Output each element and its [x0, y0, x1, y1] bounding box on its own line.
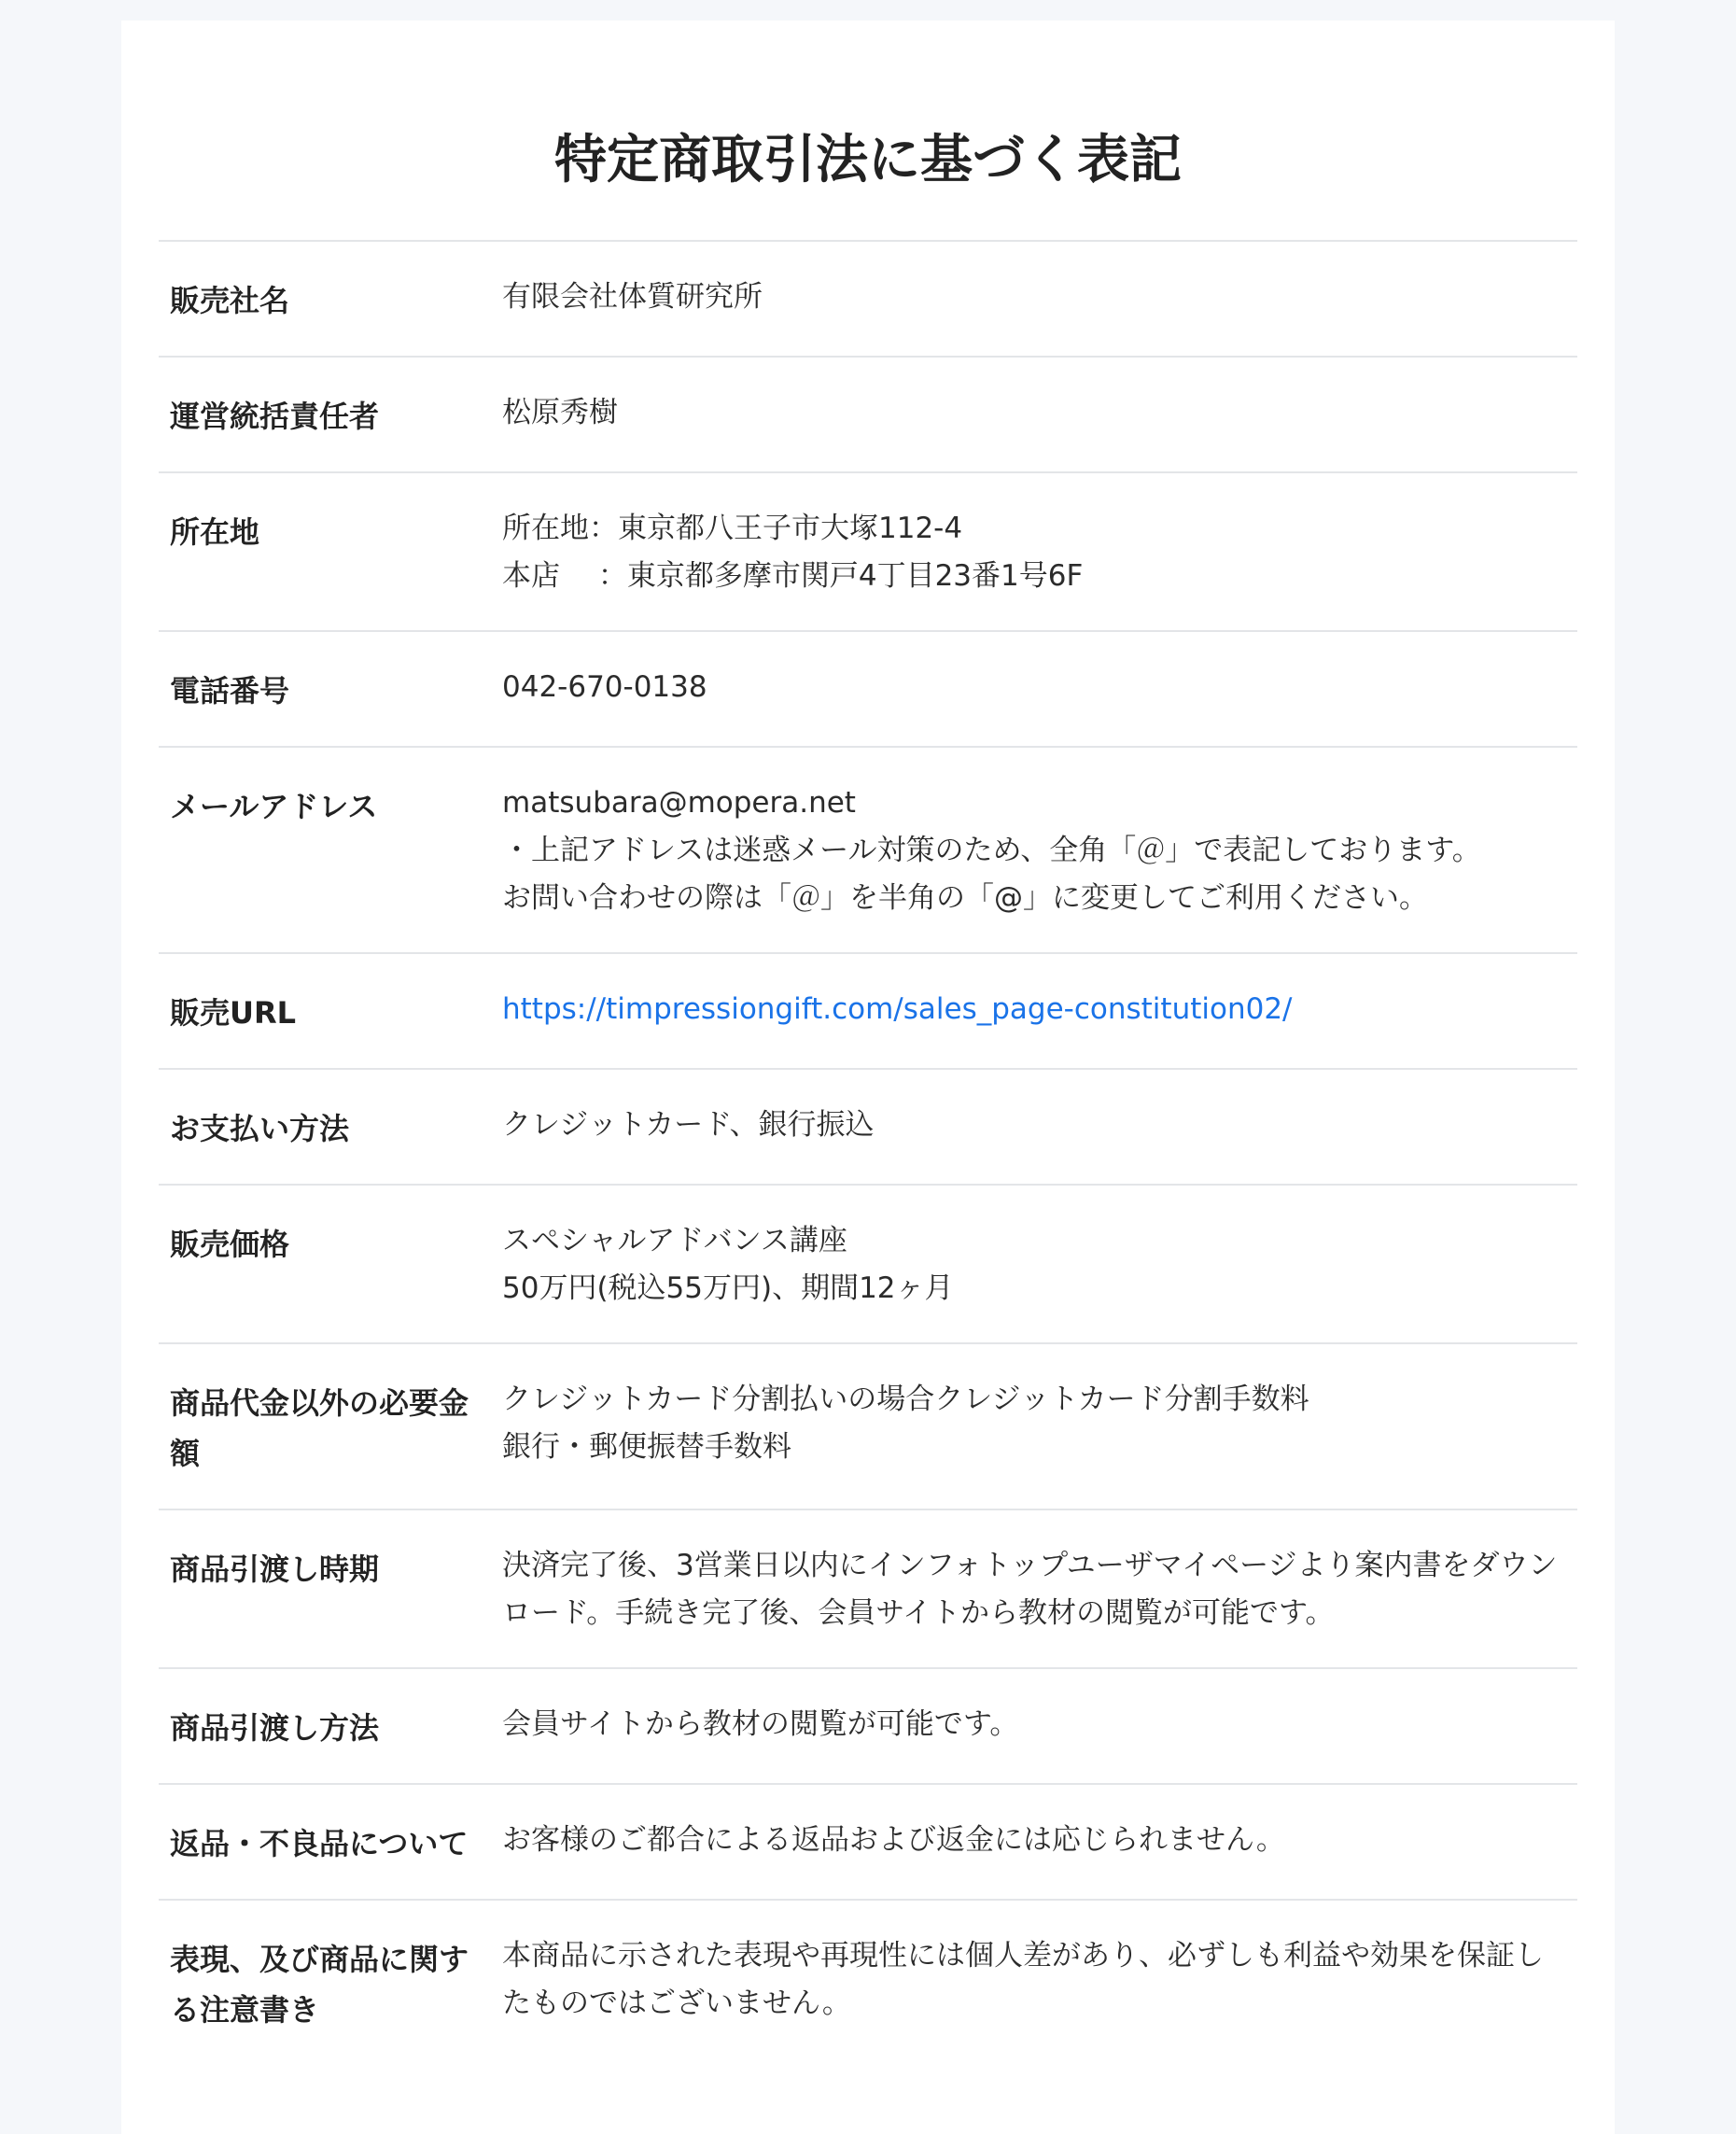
content-card	[121, 21, 1615, 2134]
row-label: お支払い方法	[170, 1111, 350, 1146]
value-line: 本店 ：東京都多摩市関戸4丁目23番1号6F	[502, 559, 1084, 593]
disclosure-table	[159, 240, 1577, 2065]
row-delivery-timing	[159, 1510, 1577, 1669]
row-label: 販売価格	[170, 1227, 290, 1262]
value-line: クレジットカード分割払いの場合クレジットカード分割手数料	[502, 1383, 1309, 1416]
row-value	[502, 779, 1577, 922]
value-line: 松原秀樹	[502, 396, 618, 429]
value-line: お問い合わせの際は「＠」を半角の「@」に変更してご利用ください。	[502, 881, 1428, 915]
value-line: 有限会社体質研究所	[502, 280, 763, 314]
phone-number: 042-670-0138	[502, 670, 707, 704]
row-price	[159, 1186, 1577, 1344]
row-label: 表現、及び商品に関する注意書き	[170, 1942, 469, 2028]
value-line: 所在地：東京都八王子市大塚112-4	[502, 512, 963, 545]
row-manager	[159, 358, 1577, 473]
row-value	[502, 664, 1577, 716]
row-label: 商品引渡し方法	[170, 1710, 380, 1746]
row-value	[502, 1217, 1577, 1313]
row-label: メールアドレス	[170, 789, 378, 824]
row-label: 商品引渡し時期	[170, 1551, 380, 1587]
row-value	[502, 1932, 1577, 2035]
row-label: 商品代金以外の必要金額	[170, 1385, 469, 1471]
value-line: ・上記アドレスは迷惑メール対策のため、全角「＠」で表記しております。	[502, 834, 1481, 867]
row-value	[502, 505, 1577, 600]
value-paragraph: 決済完了後、3営業日以内にインフォトップユーザマイページより案内書をダウンロード。手続き完了後、会員サイトから教材の閲覧が可能です。	[502, 1549, 1558, 1630]
row-payment-method	[159, 1070, 1577, 1186]
row-label: 所在地	[170, 514, 260, 550]
row-label: 電話番号	[170, 673, 290, 709]
row-value	[502, 1817, 1577, 1869]
row-returns	[159, 1785, 1577, 1901]
row-address	[159, 473, 1577, 632]
row-value	[502, 274, 1577, 326]
row-value	[502, 1542, 1577, 1637]
row-value	[502, 986, 1577, 1038]
row-email	[159, 748, 1577, 954]
row-label: 販売URL	[170, 995, 297, 1031]
row-disclaimer	[159, 1901, 1577, 2065]
row-sales-url	[159, 954, 1577, 1070]
row-value	[502, 389, 1577, 442]
row-value	[502, 1102, 1577, 1154]
row-label: 販売社名	[170, 283, 290, 318]
value-line: スペシャルアドバンス講座	[502, 1224, 847, 1257]
value-line: 会員サイトから教材の閲覧が可能です。	[502, 1707, 1019, 1741]
row-value	[502, 1376, 1577, 1479]
page-title: 特定商取引法に基づく表記	[554, 130, 1182, 190]
row-delivery-method	[159, 1669, 1577, 1785]
row-additional-fees	[159, 1344, 1577, 1510]
row-phone	[159, 632, 1577, 748]
row-label: 運営統括責任者	[170, 399, 380, 434]
row-value	[502, 1701, 1577, 1753]
value-paragraph: 本商品に示された表現や再現性には個人差があり、必ずしも利益や効果を保証したものではございません。	[502, 1939, 1544, 2020]
email-address: matsubara@mopera.net	[502, 786, 856, 820]
sales-url-link[interactable]: https://timpressiongift.com/sales_page-constitution02/	[502, 992, 1293, 1026]
value-line: クレジットカード、銀行振込	[502, 1108, 875, 1142]
value-line: 銀行・郵便振替手数料	[502, 1430, 791, 1464]
value-line: お客様のご都合による返品および返金には応じられません。	[502, 1823, 1285, 1857]
value-line: 50万円(税込55万円)、期間12ヶ月	[502, 1271, 954, 1305]
row-seller-name	[159, 242, 1577, 358]
row-label: 返品・不良品について	[170, 1826, 469, 1861]
